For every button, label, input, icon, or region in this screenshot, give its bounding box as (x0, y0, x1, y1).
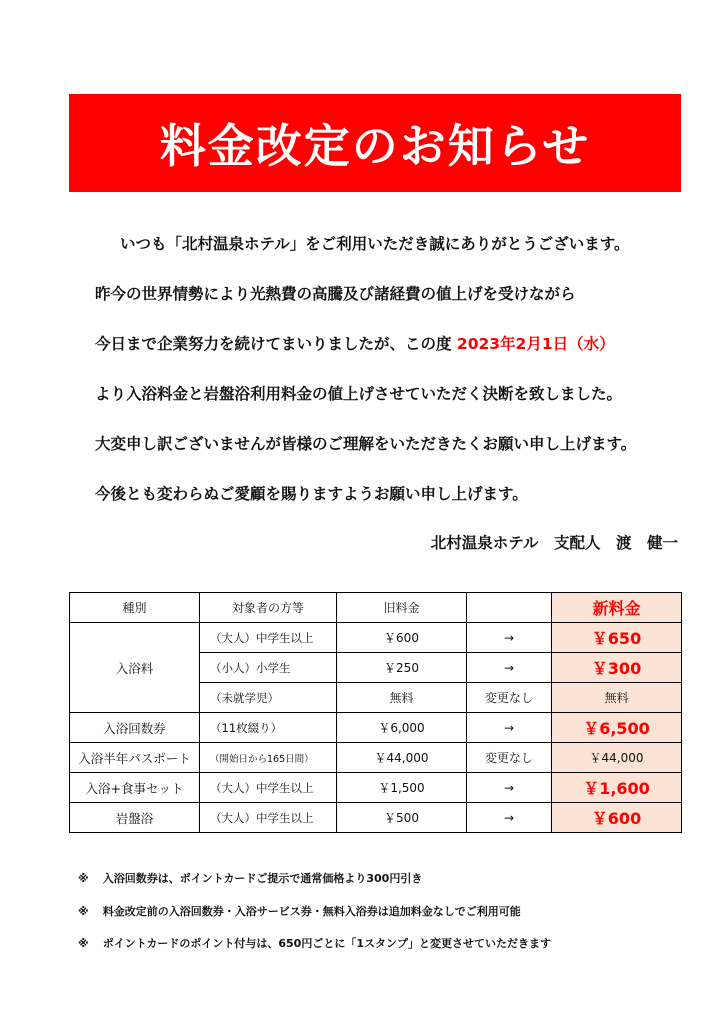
change-cell: 変更なし (467, 743, 552, 773)
table-row (70, 773, 682, 803)
table-row (70, 713, 682, 743)
target-cell: （大人）中学生以上 (200, 623, 337, 653)
message-line-6: 今後とも変わらぬご愛顧を賜りますようお願い申し上げます。 (95, 485, 528, 503)
note-text: 料金改定前の入浴回数券・入浴サービス券・無料入浴券は追加料金なしでご利用可能 (102, 905, 521, 918)
target-cell: （開始日から165日間） (200, 743, 337, 773)
new-price-cell: ￥600 (552, 803, 682, 833)
message-line-4: より入浴料金と岩盤浴利用料金の値上げさせていただく決断を致しました。 (95, 385, 623, 403)
table-row (70, 623, 682, 653)
new-price-cell: ￥44,000 (552, 743, 682, 773)
target-cell: （小人）小学生 (200, 653, 337, 683)
target-cell: （未就学児） (200, 683, 337, 713)
table-row (70, 743, 682, 773)
note-text: 入浴回数券は、ポイントカードご提示で通常価格より300円引き (102, 872, 423, 885)
change-cell: → (467, 713, 552, 743)
category-bath: 入浴料 (70, 623, 200, 713)
change-cell: → (467, 653, 552, 683)
category-meal-set: 入浴+食事セット (70, 773, 200, 803)
header-type: 種別 (70, 593, 200, 623)
note-mark: ※ (78, 905, 89, 918)
header-old-price: 旧料金 (337, 593, 467, 623)
old-price-cell: ￥250 (337, 653, 467, 683)
page-title: 料金改定のお知らせ (159, 119, 591, 173)
old-price-cell: ￥6,000 (337, 713, 467, 743)
old-price-cell: ￥44,000 (337, 743, 467, 773)
table-header-row (70, 593, 682, 623)
header-target: 対象者の方等 (200, 593, 337, 623)
note-text: ポイントカードのポイント付与は、650円ごとに「1スタンプ」と変更させていただきます (102, 937, 551, 950)
new-price-cell: ￥650 (552, 623, 682, 653)
header-new-price: 新料金 (552, 593, 682, 623)
change-cell: 変更なし (467, 683, 552, 713)
new-price-cell: ￥300 (552, 653, 682, 683)
note-item (78, 870, 422, 886)
table-row (70, 803, 682, 833)
message-line-3 (95, 332, 615, 354)
message-line-2: 昨今の世界情勢により光熱費の高騰及び諸経費の値上げを受けながら (95, 285, 576, 303)
change-cell: → (467, 803, 552, 833)
new-price-cell: ￥6,500 (552, 713, 682, 743)
old-price-cell: ￥500 (337, 803, 467, 833)
old-price-cell: ￥600 (337, 623, 467, 653)
old-price-cell: ￥1,500 (337, 773, 467, 803)
message-line-5: 大変申し訳ございませんが皆様のご理解をいただきたくお願い申し上げます。 (95, 435, 637, 453)
new-price-cell: 無料 (552, 683, 682, 713)
message-line-3-text: 今日まで企業努力を続けてまいりましたが、この度 (95, 335, 452, 353)
title-banner (69, 94, 681, 192)
category-bedrock-bath: 岩盤浴 (70, 803, 200, 833)
note-mark: ※ (78, 872, 89, 885)
category-coupon: 入浴回数券 (70, 713, 200, 743)
new-price-cell: ￥1,600 (552, 773, 682, 803)
note-mark: ※ (78, 937, 89, 950)
note-item (78, 935, 551, 951)
target-cell: （大人）中学生以上 (200, 803, 337, 833)
change-cell: → (467, 623, 552, 653)
note-item (78, 903, 521, 919)
effective-date: 2023年2月1日（水） (456, 335, 615, 353)
signature: 北村温泉ホテル 支配人 渡 健一 (430, 534, 678, 552)
target-cell: （大人）中学生以上 (200, 773, 337, 803)
target-cell: （11枚綴り） (200, 713, 337, 743)
change-cell: → (467, 773, 552, 803)
old-price-cell: 無料 (337, 683, 467, 713)
header-change (467, 593, 552, 623)
category-passport: 入浴半年パスポート (70, 743, 200, 773)
message-line-1: いつも「北村温泉ホテル」をご利用いただき誠にありがとうございます。 (120, 235, 630, 253)
fee-table (69, 592, 682, 833)
